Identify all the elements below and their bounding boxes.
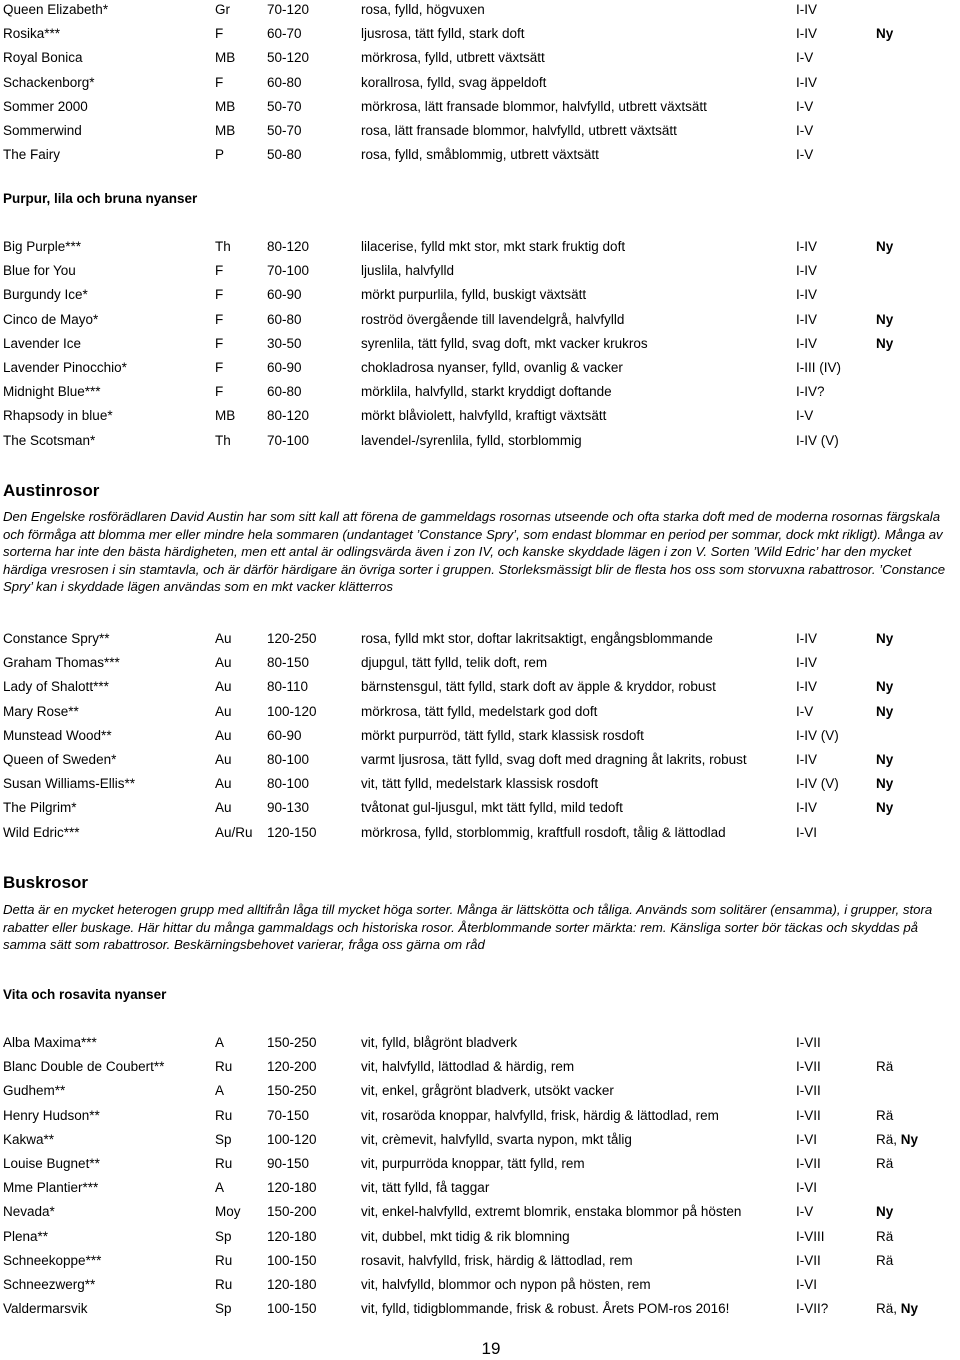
rose-type: F xyxy=(215,384,224,400)
rose-description: djupgul, tätt fylld, telik doft, rem xyxy=(361,655,548,671)
rose-note: Ny xyxy=(876,752,894,767)
rose-description: lavendel-/syrenlila, fylld, storblommig xyxy=(361,432,582,448)
rose-height: 60-70 xyxy=(267,26,302,42)
rose-type: Ru xyxy=(215,1107,233,1123)
rose-row xyxy=(0,285,960,305)
rose-note: Rä xyxy=(876,1156,894,1171)
rose-height: 100-150 xyxy=(267,1252,317,1268)
rose-height: 50-120 xyxy=(267,50,310,66)
rose-zone: I-VI xyxy=(796,1180,818,1196)
rose-name: Graham Thomas*** xyxy=(3,655,120,671)
rose-description: lilacerise, fylld mkt stor, mkt stark fruktig doft xyxy=(361,239,626,254)
rose-type: Ru xyxy=(215,1252,233,1268)
rose-type: F xyxy=(215,287,224,303)
rose-type: Au xyxy=(215,631,232,646)
rose-zone: I-V xyxy=(796,50,814,66)
rose-note: Rä, Ny xyxy=(876,1301,919,1317)
rose-note: Ny xyxy=(876,1204,894,1220)
rose-name: Susan Williams-Ellis** xyxy=(3,776,136,792)
rose-row xyxy=(0,121,960,141)
rose-type: Au xyxy=(215,752,232,767)
rose-height: 120-250 xyxy=(267,631,317,646)
rose-height: 30-50 xyxy=(267,335,302,351)
rose-row xyxy=(0,750,960,770)
rose-name: Alba Maxima*** xyxy=(3,1035,97,1050)
rose-note: Ny xyxy=(876,631,894,646)
section-title: Buskrosor xyxy=(3,873,89,892)
rose-note: Ny xyxy=(876,26,894,42)
rose-type: Ru xyxy=(215,1156,233,1171)
rose-zone: I-VI xyxy=(796,1277,818,1292)
rose-row xyxy=(0,237,960,257)
rose-zone: I-IV xyxy=(796,335,818,351)
rose-description: vit, dubbel, mkt tidig & rik blomning xyxy=(361,1228,570,1244)
rose-row xyxy=(0,261,960,281)
rose-description: vit, fylld, tidigblommande, frisk & robust. Årets POM-ros 2016! xyxy=(361,1301,730,1317)
rose-height: 60-80 xyxy=(267,74,302,90)
rose-note: Ny xyxy=(876,335,894,351)
rose-row xyxy=(0,702,960,722)
rose-zone: I-VII xyxy=(796,1083,821,1099)
rose-description: rosa, fylld, småblommig, utbrett växtsätt xyxy=(361,147,599,163)
rose-row xyxy=(0,73,960,93)
rose-height: 70-150 xyxy=(267,1107,310,1123)
rose-name: Gudhem** xyxy=(3,1083,66,1099)
rose-zone: I-V xyxy=(796,703,814,719)
rose-name: Henry Hudson** xyxy=(3,1107,100,1123)
page-number: 19 xyxy=(481,1339,501,1358)
rose-name: Queen of Sweden* xyxy=(3,752,117,767)
rose-row xyxy=(0,1057,960,1077)
rose-type: Au xyxy=(215,679,232,695)
rose-type: Au xyxy=(215,703,232,719)
rose-description: vit, enkel, grågrönt bladverk, utsökt vacker xyxy=(361,1083,614,1099)
rose-name: The Pilgrim* xyxy=(3,800,77,816)
rose-zone: I-VIII xyxy=(796,1228,825,1244)
rose-row xyxy=(0,1106,960,1126)
rose-type: Au xyxy=(215,655,232,671)
rose-zone: I-IV xyxy=(796,655,818,671)
rose-type: Th xyxy=(215,432,231,448)
rose-type: F xyxy=(215,74,224,90)
rose-description: mörkrosa, fylld, utbrett växtsätt xyxy=(361,50,545,66)
rose-height: 150-200 xyxy=(267,1204,317,1220)
rose-type: Sp xyxy=(215,1131,232,1147)
rose-description: rosa, lätt fransade blommor, halvfylld, utbrett växtsätt xyxy=(361,123,677,138)
rose-row xyxy=(0,310,960,330)
rose-note: Ny xyxy=(876,311,894,327)
rose-type: A xyxy=(215,1035,225,1050)
rose-name: The Scotsman* xyxy=(3,432,96,448)
rose-description: vit, enkel-halvfylld, extremt blomrik, enstaka blommor på hösten xyxy=(361,1204,742,1220)
rose-note: Ny xyxy=(876,239,894,254)
rose-type: A xyxy=(215,1180,225,1196)
rose-zone: I-VI xyxy=(796,1131,818,1147)
rose-name: Sommer 2000 xyxy=(3,98,88,114)
rose-name: Royal Bonica xyxy=(3,50,83,66)
rose-description: mörkrosa, fylld, storblommig, kraftfull rosdoft, tålig & lättodlad xyxy=(361,824,726,840)
rose-zone: I-VI xyxy=(796,824,818,840)
rose-description: vit, fylld, blågrönt bladverk xyxy=(361,1035,518,1050)
rose-name: Plena** xyxy=(3,1228,49,1244)
rose-zone: I-VII xyxy=(796,1252,821,1268)
rose-name: Kakwa** xyxy=(3,1131,55,1147)
rose-name: Cinco de Mayo* xyxy=(3,311,99,327)
rose-type: Au xyxy=(215,727,232,743)
rose-note: Ny xyxy=(876,679,894,695)
rose-zone: I-IV xyxy=(796,287,818,303)
rose-name: Schneezwerg** xyxy=(3,1277,96,1292)
section-subheading: Vita och rosavita nyanser xyxy=(3,987,167,1002)
rose-description: mörklila, halvfylld, starkt kryddigt doftande xyxy=(361,384,612,400)
rose-row xyxy=(0,1227,960,1247)
rose-height: 50-70 xyxy=(267,123,302,138)
rose-zone: I-IV (V) xyxy=(796,776,839,792)
rose-name: Schackenborg* xyxy=(3,74,95,90)
rose-zone: I-IV xyxy=(796,752,818,767)
rose-description: rosavit, halvfylld, frisk, härdig & lättodlad, rem xyxy=(361,1252,633,1268)
rose-zone: I-IV xyxy=(796,311,818,327)
section-subheading: Purpur, lila och bruna nyanser xyxy=(3,191,198,206)
section-intro: Den Engelske rosförädlaren David Austin har som sitt kall att förena de gammeldags rosornas utseende och ofta starka doft med de moderna rosornas färgskala och förmåga att blomma mer eller mindre hela sommaren (undantaget ’Constance Spry’, som endast blommar en period per sommar, dock mkt rikligt). Många av sorterna har inte den bästa härdigheten, men ett antal är odlingsvärda även i zon IV, och kanske skyddade lägen i zon V. Sorten ’Wild Edric’ har den mycket härdiga vresrosen i sin stamtavla, och är därför härdigare än övriga sorter i gruppen. Storleksmässigt blir de flesta hos oss som storvuxna rabattrosor. ’Constance Spry’ kan i skyddade lägen användas som en mkt vacker klätterros xyxy=(3,509,946,594)
rose-description: varmt ljusrosa, tätt fylld, svag doft med dragning åt lakrits, robust xyxy=(361,752,747,767)
rose-name: Valdermarsvik xyxy=(3,1301,88,1317)
rose-zone: I-V xyxy=(796,408,814,424)
rose-description: mörkt purpurlila, fylld, buskigt växtsätt xyxy=(361,287,587,303)
rose-zone: I-VII? xyxy=(796,1301,829,1317)
rose-type: F xyxy=(215,26,224,42)
rose-zone: I-IV xyxy=(796,239,818,254)
rose-height: 80-100 xyxy=(267,752,310,767)
rose-note: Ny xyxy=(876,776,894,792)
rose-row xyxy=(0,726,960,746)
rose-zone: I-VII xyxy=(796,1107,821,1123)
rose-description: vit, crèmevit, halvfylld, svarta nypon, mkt tålig xyxy=(361,1131,632,1147)
rose-height: 100-150 xyxy=(267,1301,317,1317)
rose-description: mörkrosa, tätt fylld, medelstark god doft xyxy=(361,703,598,719)
rose-type: F xyxy=(215,311,224,327)
rose-name: Wild Edric*** xyxy=(3,824,80,840)
rose-name: Rosika*** xyxy=(3,26,61,42)
rose-height: 50-70 xyxy=(267,98,302,114)
rose-type: Au xyxy=(215,776,232,792)
rose-note: Rä xyxy=(876,1228,894,1244)
rose-note: Rä xyxy=(876,1059,894,1075)
rose-description: vit, tätt fylld, få taggar xyxy=(361,1180,490,1196)
rose-type: Sp xyxy=(215,1228,232,1244)
rose-description: vit, rosaröda knoppar, halvfylld, frisk, härdig & lättodlad, rem xyxy=(361,1107,719,1123)
rose-height: 60-80 xyxy=(267,311,302,327)
rose-description: syrenlila, tätt fylld, svag doft, mkt vacker krukros xyxy=(361,335,648,351)
rose-zone: I-IV xyxy=(796,679,818,695)
rose-name: Lady of Shalott*** xyxy=(3,679,109,695)
rose-description: mörkt purpurröd, tätt fylld, stark klassisk rosdoft xyxy=(361,727,644,743)
rose-height: 150-250 xyxy=(267,1035,317,1050)
rose-height: 70-100 xyxy=(267,263,310,279)
rose-zone: I-IV xyxy=(796,631,818,646)
rose-name: Lavender Pinocchio* xyxy=(3,360,127,375)
rose-row xyxy=(0,653,960,673)
rose-zone: I-VII xyxy=(796,1059,821,1075)
rose-name: Constance Spry** xyxy=(3,631,110,646)
rose-type: F xyxy=(215,335,224,351)
rose-name: Mary Rose** xyxy=(3,703,79,719)
rose-description: vit, tätt fylld, medelstark klassisk rosdoft xyxy=(361,776,599,792)
rose-name: Blue for You xyxy=(3,263,76,279)
rose-type: Au/Ru xyxy=(215,824,253,840)
rose-type: Ru xyxy=(215,1059,233,1075)
rose-row xyxy=(0,1178,960,1198)
rose-height: 70-100 xyxy=(267,432,310,448)
rose-row xyxy=(0,24,960,44)
rose-height: 120-150 xyxy=(267,824,317,840)
rose-height: 80-150 xyxy=(267,655,310,671)
rose-type: Sp xyxy=(215,1301,232,1317)
rose-description: mörkrosa, lätt fransade blommor, halvfylld, utbrett växtsätt xyxy=(361,98,707,114)
rose-type: Gr xyxy=(215,2,230,17)
rose-height: 50-80 xyxy=(267,147,302,163)
rose-name: Munstead Wood** xyxy=(3,727,112,743)
rose-note: Ny xyxy=(876,800,894,816)
rose-row xyxy=(0,1130,960,1150)
rose-name: Mme Plantier*** xyxy=(3,1180,99,1196)
rose-name: Schneekoppe*** xyxy=(3,1252,102,1268)
rose-row xyxy=(0,1033,960,1053)
rose-row xyxy=(0,823,960,843)
rose-type: Au xyxy=(215,800,232,816)
rose-description: mörkt blåviolett, halvfylld, kraftigt växtsätt xyxy=(361,408,607,424)
rose-name: Burgundy Ice* xyxy=(3,287,88,303)
rose-height: 60-80 xyxy=(267,384,302,400)
rose-height: 120-200 xyxy=(267,1059,317,1075)
rose-name: Nevada* xyxy=(3,1204,55,1220)
rose-zone: I-III (IV) xyxy=(796,360,841,375)
rose-note: Rä xyxy=(876,1107,894,1123)
rose-type: MB xyxy=(215,50,236,66)
rose-description: roströd övergående till lavendelgrå, halvfylld xyxy=(361,311,625,327)
rose-row xyxy=(0,1251,960,1271)
rose-description: korallrosa, fylld, svag äppeldoft xyxy=(361,74,547,90)
rose-height: 80-100 xyxy=(267,776,310,792)
rose-height: 150-250 xyxy=(267,1083,317,1099)
rose-name: Louise Bugnet** xyxy=(3,1156,100,1171)
rose-row xyxy=(0,798,960,818)
rose-row xyxy=(0,1299,960,1319)
rose-row xyxy=(0,677,960,697)
rose-name: The Fairy xyxy=(3,147,61,163)
rose-height: 60-90 xyxy=(267,360,302,375)
rose-description: rosa, fylld mkt stor, doftar lakritsaktigt, engångsblommande xyxy=(361,631,713,646)
rose-name: Queen Elizabeth* xyxy=(3,2,109,17)
rose-description: vit, purpurröda knoppar, tätt fylld, rem xyxy=(361,1156,585,1171)
rose-note: Rä xyxy=(876,1252,894,1268)
rose-type: F xyxy=(215,360,224,375)
rose-height: 90-130 xyxy=(267,800,310,816)
rose-zone: I-V xyxy=(796,123,814,138)
section-intro: Detta är en mycket heterogen grupp med alltifrån låga till mycket höga sorter. Många är lättskötta och tåliga. Används som solitärer (ensamma), i grupper, stora rabatter eller buskage. Här hittar du många gammaldags och historiska rosor. Återblommande sorter märkta: rem. Känsliga sorter bör täckas och skyddas på samma sätt som rabattrosor. Beskärningsbehovet varierar, fråga oss gärna om råd xyxy=(3,902,933,952)
rose-name: Midnight Blue*** xyxy=(3,384,101,400)
rose-row xyxy=(0,0,960,20)
rose-type: MB xyxy=(215,98,236,114)
rose-zone: I-IV xyxy=(796,2,818,17)
rose-height: 100-120 xyxy=(267,1131,317,1147)
rose-note: Rä, Ny xyxy=(876,1131,919,1147)
rose-name: Big Purple*** xyxy=(3,239,82,254)
rose-description: bärnstensgul, tätt fylld, stark doft av äpple & kryddor, robust xyxy=(361,679,716,695)
section-title: Austinrosor xyxy=(3,481,100,500)
rose-row xyxy=(0,97,960,117)
rose-row xyxy=(0,382,960,402)
rose-height: 60-90 xyxy=(267,727,302,743)
rose-description: tvåtonat gul-ljusgul, mkt tätt fylld, mild tedoft xyxy=(361,800,623,816)
rose-height: 100-120 xyxy=(267,703,317,719)
rose-zone: I-IV xyxy=(796,26,818,42)
rose-row xyxy=(0,629,960,649)
rose-note: Ny xyxy=(876,703,894,719)
rose-row xyxy=(0,431,960,451)
rose-description: ljuslila, halvfylld xyxy=(361,263,455,279)
rose-height: 120-180 xyxy=(267,1180,317,1196)
rose-type: MB xyxy=(215,408,236,424)
rose-zone: I-IV? xyxy=(796,384,825,400)
rose-type: Ru xyxy=(215,1277,233,1292)
rose-name: Lavender Ice xyxy=(3,335,82,351)
rose-height: 120-180 xyxy=(267,1228,317,1244)
rose-height: 70-120 xyxy=(267,2,310,17)
rose-row xyxy=(0,1081,960,1101)
rose-row xyxy=(0,358,960,378)
rose-type: F xyxy=(215,263,224,279)
rose-row xyxy=(0,1275,960,1295)
rose-height: 80-120 xyxy=(267,408,310,424)
rose-zone: I-VII xyxy=(796,1156,821,1171)
rose-row xyxy=(0,48,960,68)
rose-row xyxy=(0,774,960,794)
rose-description: ljusrosa, tätt fylld, stark doft xyxy=(361,26,525,42)
rose-height: 120-180 xyxy=(267,1277,317,1292)
rose-zone: I-IV xyxy=(796,74,818,90)
rose-description: chokladrosa nyanser, fylld, ovanlig & vacker xyxy=(361,360,623,375)
rose-row xyxy=(0,1202,960,1222)
rose-type: A xyxy=(215,1083,225,1099)
rose-zone: I-IV xyxy=(796,263,818,279)
rose-height: 80-120 xyxy=(267,239,310,254)
rose-row xyxy=(0,145,960,165)
rose-height: 80-110 xyxy=(267,679,309,695)
rose-description: vit, halvfylld, blommor och nypon på hösten, rem xyxy=(361,1277,651,1292)
rose-row xyxy=(0,1154,960,1174)
rose-type: MB xyxy=(215,123,236,138)
rose-zone: I-IV (V) xyxy=(796,432,839,448)
rose-height: 60-90 xyxy=(267,287,302,303)
rose-type: Th xyxy=(215,239,231,254)
rose-name: Sommerwind xyxy=(3,123,82,138)
rose-zone: I-IV (V) xyxy=(796,727,839,743)
rose-name: Rhapsody in blue* xyxy=(3,408,113,424)
rose-row xyxy=(0,406,960,426)
rose-zone: I-V xyxy=(796,98,814,114)
rose-zone: I-V xyxy=(796,147,814,163)
rose-description: vit, halvfylld, lättodlad & härdig, rem xyxy=(361,1059,575,1075)
rose-type: P xyxy=(215,147,225,163)
rose-description: rosa, fylld, högvuxen xyxy=(361,2,485,17)
rose-type: Moy xyxy=(215,1204,241,1220)
rose-height: 90-150 xyxy=(267,1156,310,1171)
rose-zone: I-VII xyxy=(796,1035,821,1050)
rose-name: Blanc Double de Coubert** xyxy=(3,1059,165,1075)
rose-row xyxy=(0,334,960,354)
rose-zone: I-V xyxy=(796,1204,814,1220)
rose-zone: I-IV xyxy=(796,800,818,816)
